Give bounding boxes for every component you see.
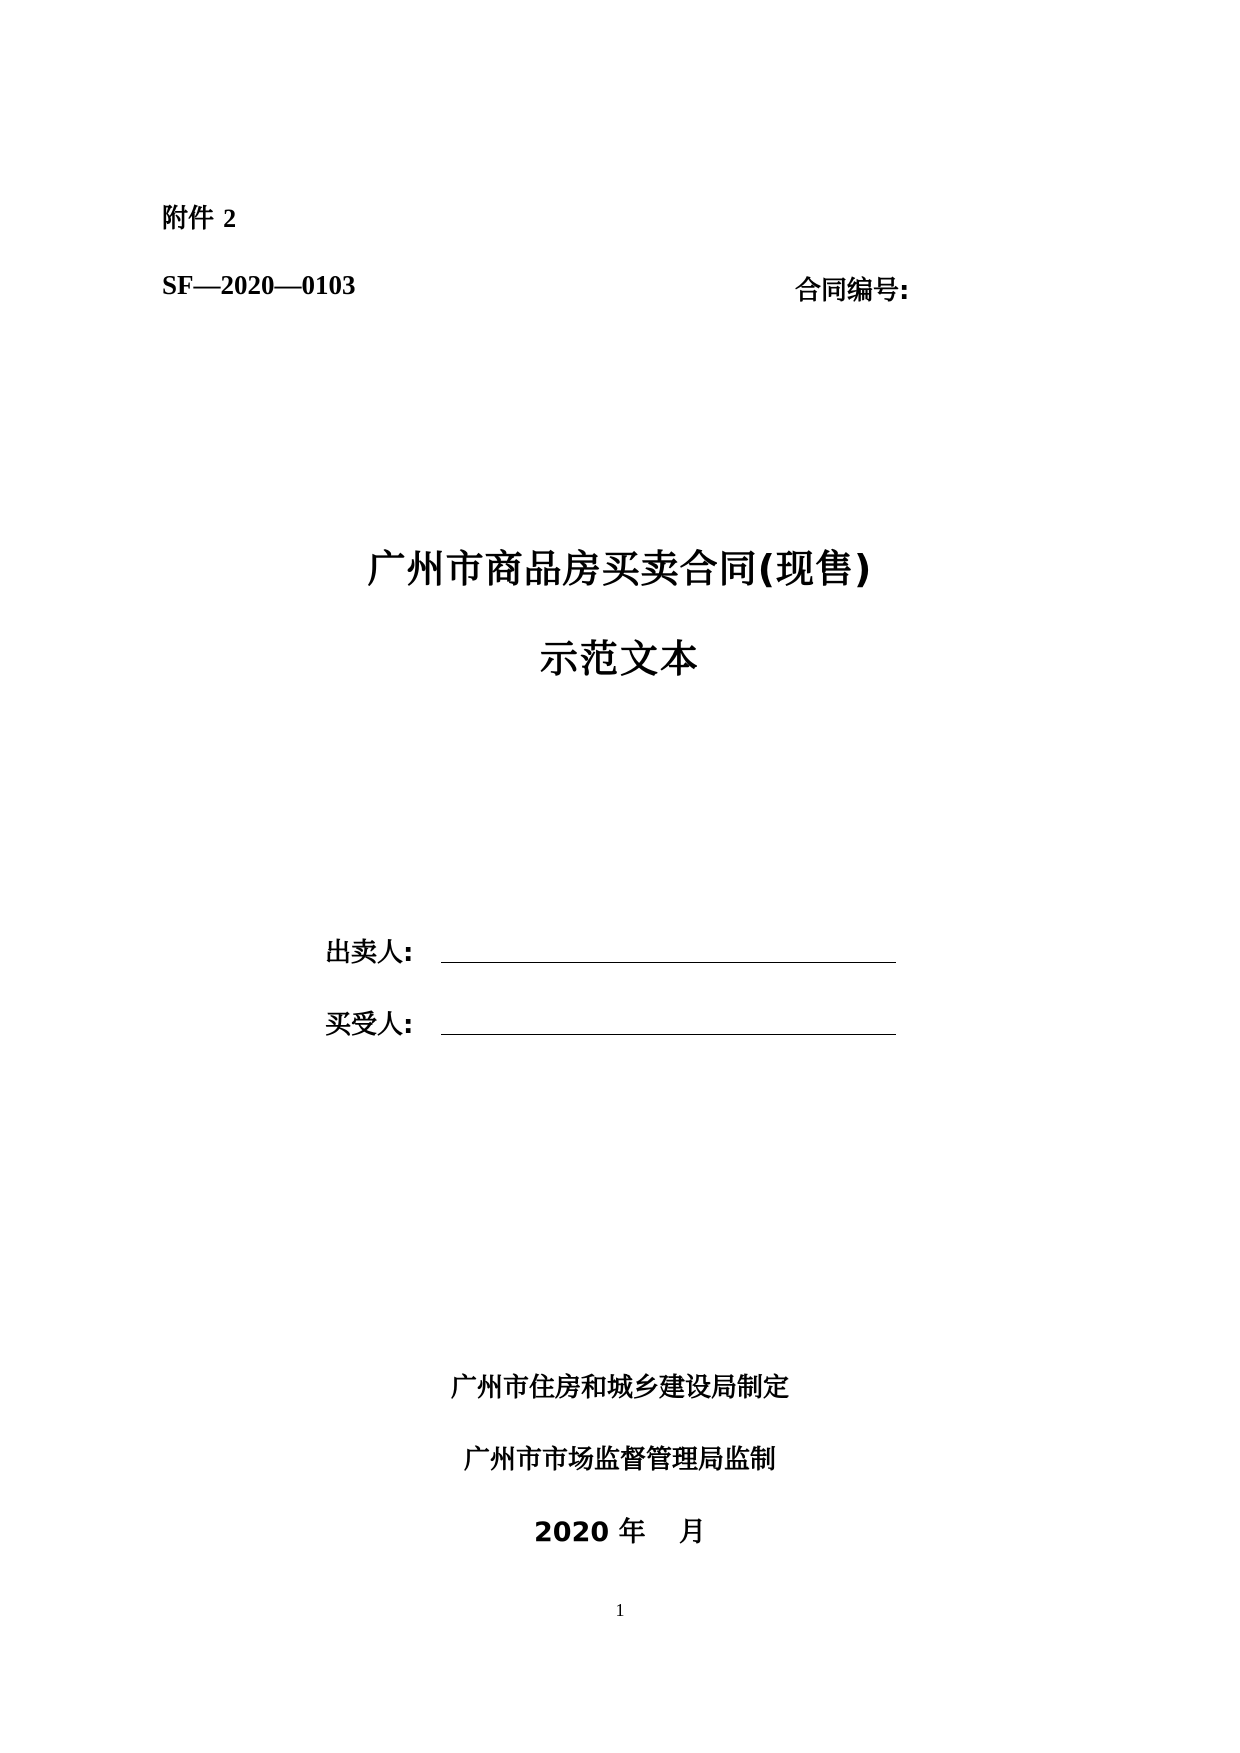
attachment-heading	[162, 198, 236, 235]
buyer-signature-line	[441, 1034, 896, 1035]
buyer-label: 买受人:	[325, 1010, 414, 1040]
issue-date	[0, 1510, 1240, 1549]
page-subtitle: 示范文本	[539, 637, 700, 681]
issue-month-unit: 月	[678, 1517, 706, 1548]
seller-label: 出卖人:	[325, 938, 414, 968]
supervising-authority: 广州市市场监督管理局监制	[463, 1445, 776, 1475]
attachment-number: 2	[223, 204, 237, 233]
seller-signature-line	[441, 962, 896, 963]
issue-year: 2020	[534, 1517, 610, 1548]
page-title: 广州市商品房买卖合同(现售)	[367, 547, 873, 591]
page-number: 1	[615, 1600, 625, 1620]
document-code: SF—2020—0103	[162, 270, 356, 300]
formulating-authority: 广州市住房和城乡建设局制定	[450, 1373, 789, 1403]
attachment-label: 附件	[162, 204, 215, 234]
contract-number-label: 合同编号:	[795, 276, 910, 306]
issue-year-unit: 年	[618, 1517, 646, 1548]
